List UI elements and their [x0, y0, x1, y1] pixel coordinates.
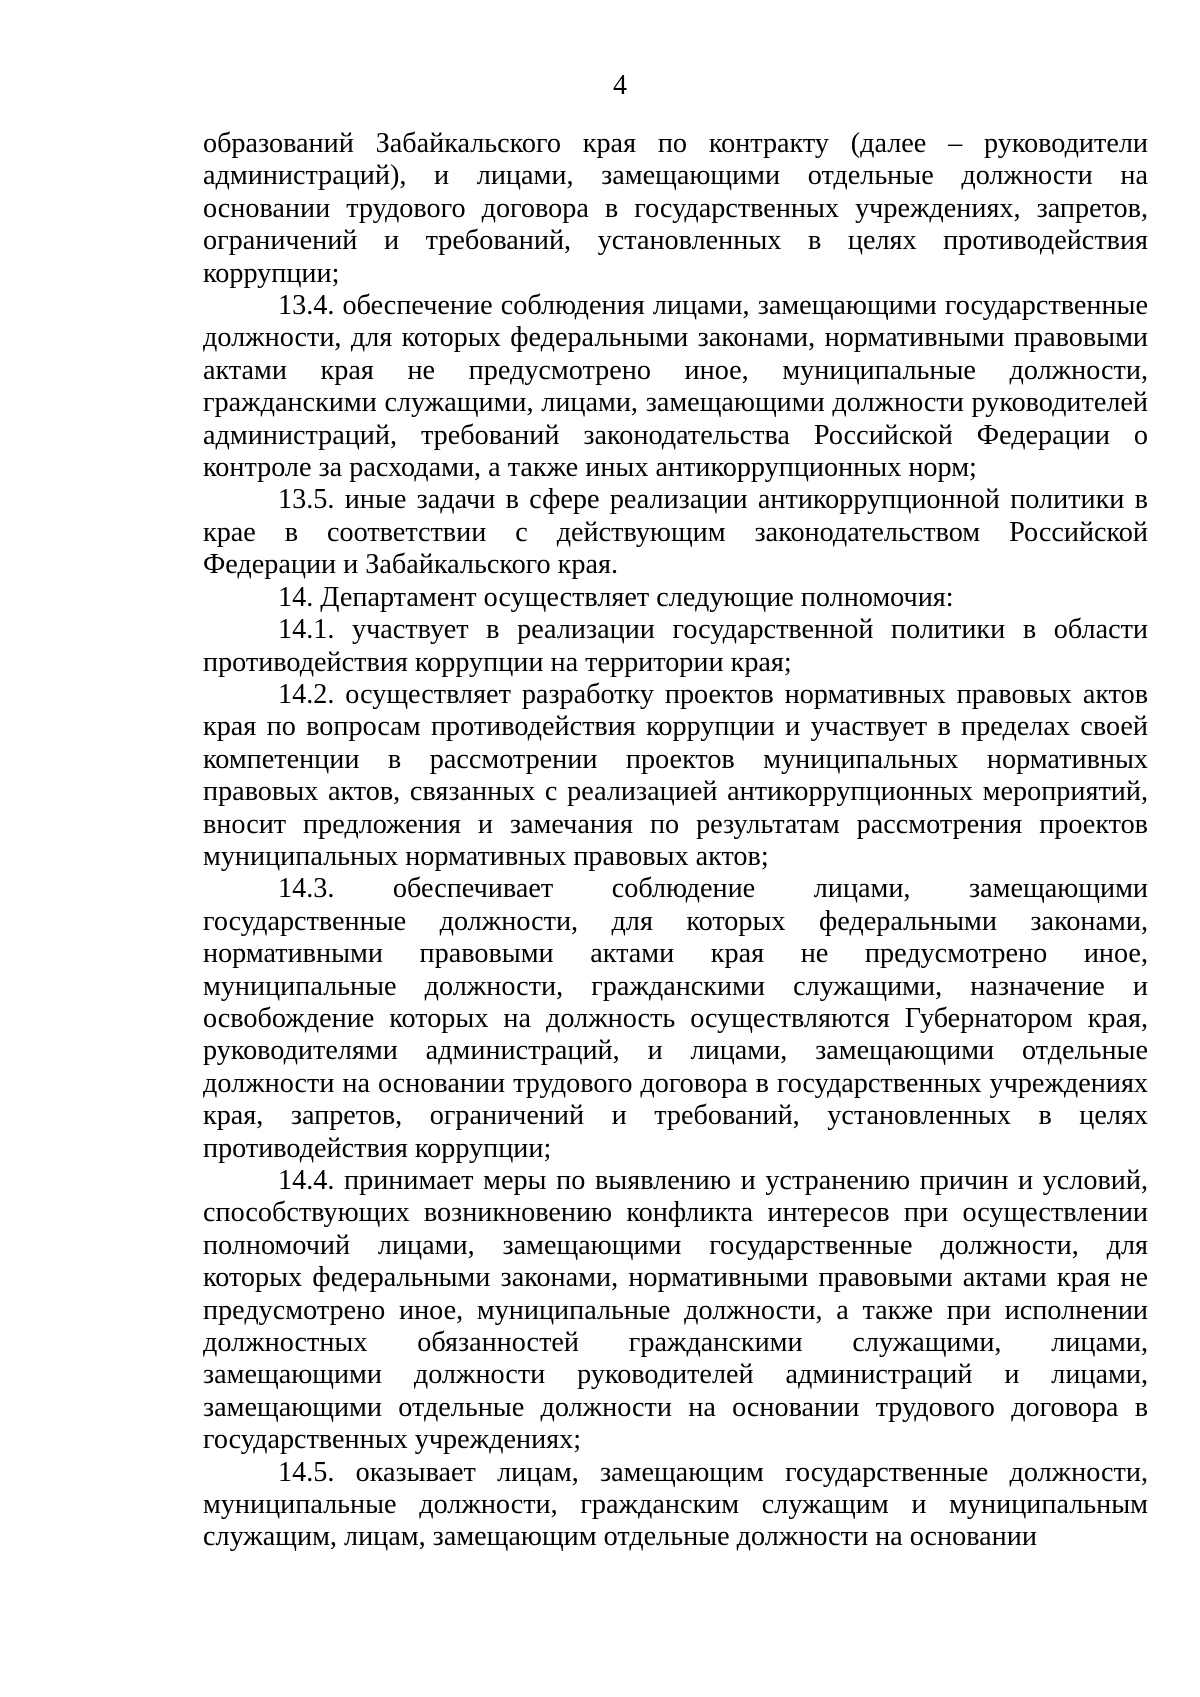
paragraph-14-1: 14.1. участвует в реализации государственной политики в области противодействия коррупции на территории края; — [203, 614, 1148, 678]
page-number: 4 — [613, 70, 627, 101]
paragraph-14-2: 14.2. осуществляет разработку проектов нормативных правовых актов края по вопросам противодействия коррупции и участвует в пределах своей компетенции в рассмотрении проектов муниципальных нормативных правовых актов, связанных с реализацией антикоррупционных мероприятий, вносит предложения и замечания по результатам рассмотрения проектов муниципальных нормативных правовых актов; — [203, 678, 1148, 872]
paragraph-continuation: образований Забайкальского края по контракту (далее – руководители администраций), и лицами, замещающими отдельные должности на основании трудового договора в государственных учреждениях, запретов, ограничений и требований, установленных в целях противодействия коррупции; — [203, 128, 1148, 289]
paragraph-14-5: 14.5. оказывает лицам, замещающим государственные должности, муниципальные должности, гражданским служащим и муниципальным служащим, лицам, замещающим отдельные должности на основании — [203, 1456, 1148, 1553]
paragraph-14: 14. Департамент осуществляет следующие полномочия: — [278, 581, 954, 613]
paragraph-14-3: 14.3. обеспечивает соблюдение лицами, замещающими государственные должности, для которых федеральными законами, нормативными правовыми актами края не предусмотрено иное, муниципальные должности, гражданскими служащими, назначение и освобождение которых на должность осуществляются Губернатором края, руководителями администраций, и лицами, замещающими отдельные должности на основании трудового договора в государственных учреждениях края, запретов, ограничений и требований, установленных в целях противодействия коррупции; — [203, 873, 1148, 1164]
paragraph-13-5: 13.5. иные задачи в сфере реализации антикоррупционной политики в крае в соответствии с действующим законодательством Российской Федерации и Забайкальского края. — [203, 484, 1148, 581]
document-body — [203, 128, 1148, 1554]
paragraph-13-4: 13.4. обеспечение соблюдения лицами, замещающими государственные должности, для которых федеральными законами, нормативными правовыми актами края не предусмотрено иное, муниципальные должности, гражданскими служащими, лицами, замещающими должности руководителей администраций, требований законодательства Российской Федерации о контроле за расходами, а также иных антикоррупционных норм; — [203, 290, 1148, 484]
paragraph-14-4: 14.4. принимает меры по выявлению и устранению причин и условий, способствующих возникновению конфликта интересов при осуществлении полномочий лицами, замещающими государственные должности, для которых федеральными законами, нормативными правовыми актами края не предусмотрено иное, муниципальные должности, а также при исполнении должностных обязанностей гражданскими служащими, лицами, замещающими должности руководителей администраций и лицами, замещающими отдельные должности на основании трудового договора в государственных учреждениях; — [203, 1165, 1148, 1456]
